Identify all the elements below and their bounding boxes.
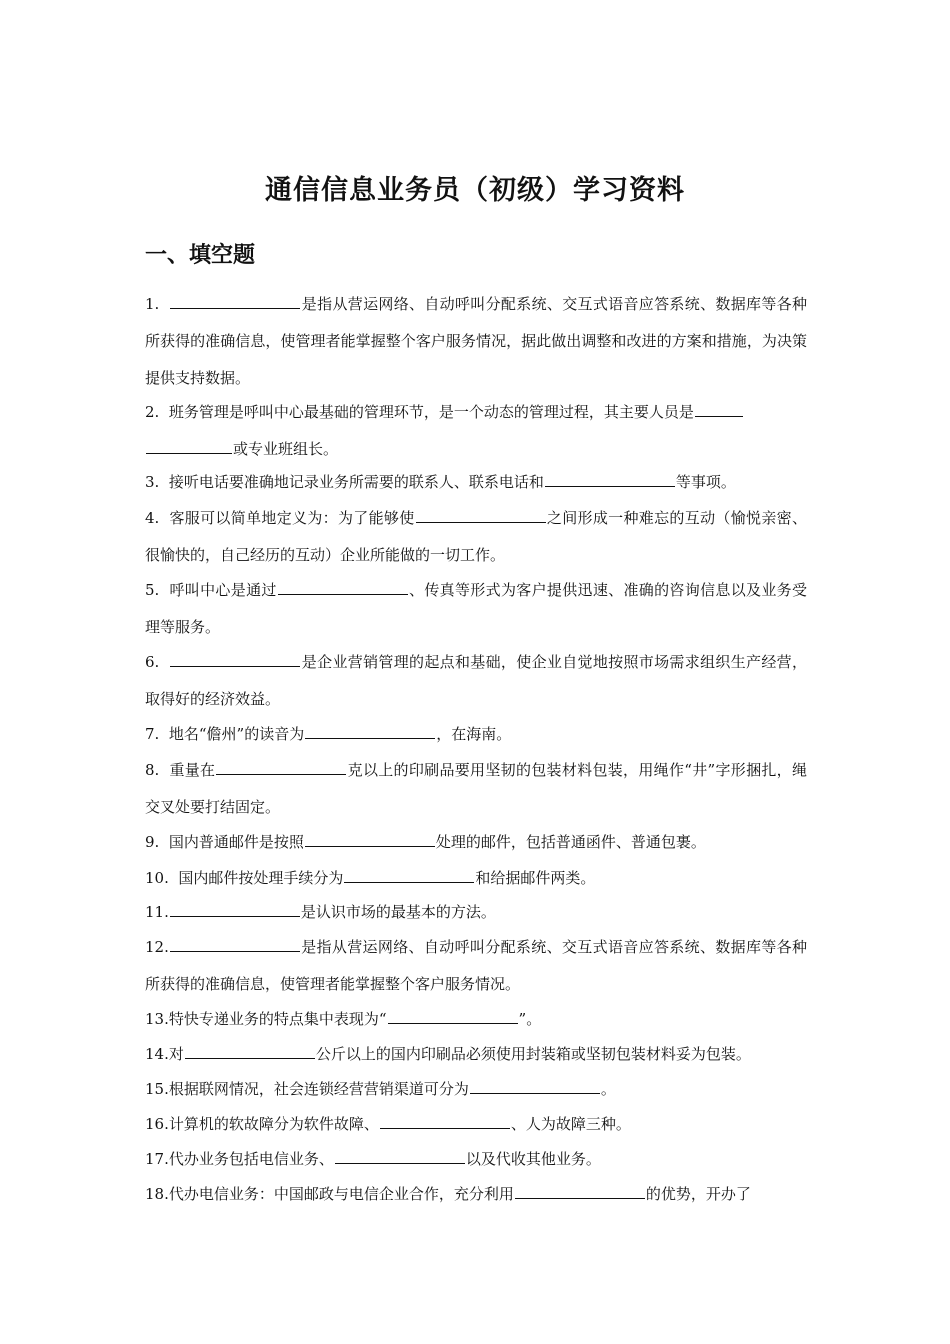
- question-13: 13.特快专递业务的特点集中表现为“ ”。: [145, 1001, 807, 1038]
- question-2: 2. 班务管理是呼叫中心最基础的管理环节，是一个动态的管理过程，其主要人员是 或专业班组长。: [145, 394, 807, 468]
- answer-blank: [470, 1075, 600, 1094]
- answer-blank: [344, 864, 474, 883]
- answer-blank: [278, 576, 408, 595]
- section-heading: 一、填空题: [145, 243, 256, 268]
- answer-blank: [335, 1145, 465, 1164]
- answer-blank: [305, 720, 435, 739]
- answer-blank: [305, 828, 435, 847]
- answer-blank: [170, 933, 300, 952]
- question-14: 14.对 公斤以上的国内印刷品必须使用封装箱或坚韧包装材料妥为包装。: [145, 1036, 807, 1073]
- question-15: 15.根据联网情况，社会连锁经营营销渠道可分为 。: [145, 1071, 807, 1108]
- question-12: 12. 是指从营运网络、自动呼叫分配系统、交互式语音应答系统、数据库等各种所获得的准确信息，使管理者能掌握整个客户服务情况。: [145, 929, 807, 1003]
- answer-blank: [380, 1110, 510, 1129]
- answer-blank: [170, 898, 300, 917]
- question-4: 4. 客服可以简单地定义为：为了能够使 之间形成一种难忘的互动（愉悦亲密、很愉快的，自己经历的互动）企业所能做的一切工作。: [145, 500, 807, 574]
- question-11: 11. 是认识市场的最基本的方法。: [145, 894, 807, 931]
- answer-blank: [695, 398, 743, 417]
- answer-blank: [545, 468, 675, 487]
- question-3: 3. 接听电话要准确地记录业务所需要的联系人、联系电话和 等事项。: [145, 464, 807, 501]
- answer-blank: [146, 435, 232, 454]
- answer-blank: [515, 1180, 645, 1199]
- question-16: 16.计算机的软故障分为软件故障、 、人为故障三种。: [145, 1106, 807, 1143]
- question-7: 7. 地名“儋州”的读音为 ，在海南。: [145, 716, 807, 753]
- question-9: 9. 国内普通邮件是按照 处理的邮件，包括普通函件、普通包裹。: [145, 824, 807, 861]
- answer-blank: [185, 1040, 315, 1059]
- question-8: 8. 重量在 克以上的印刷品要用坚韧的包装材料包装，用绳作“井”字形捆扎，绳交叉处要打结固定。: [145, 752, 807, 826]
- question-18: 18.代办电信业务：中国邮政与电信企业合作，充分利用 的优势，开办了: [145, 1176, 807, 1213]
- answer-blank: [388, 1005, 518, 1024]
- question-17: 17.代办业务包括电信业务、 以及代收其他业务。: [145, 1141, 807, 1178]
- question-6: 6. 是企业营销管理的起点和基础，使企业自觉地按照市场需求组织生产经营，取得好的经济效益。: [145, 644, 807, 718]
- question-10: 10. 国内邮件按处理手续分为 和给据邮件两类。: [145, 860, 807, 897]
- answer-blank: [170, 290, 300, 309]
- page-title: 通信信息业务员（初级）学习资料: [265, 175, 685, 206]
- answer-blank: [416, 504, 546, 523]
- answer-blank: [170, 648, 300, 667]
- answer-blank: [216, 756, 346, 775]
- question-1: 1. 是指从营运网络、自动呼叫分配系统、交互式语音应答系统、数据库等各种所获得的准确信息，使管理者能掌握整个客户服务情况，据此做出调整和改进的方案和措施，为决策提供支持数据。: [145, 286, 807, 397]
- question-5: 5. 呼叫中心是通过 、传真等形式为客户提供迅速、准确的咨询信息以及业务受理等服务。: [145, 572, 807, 646]
